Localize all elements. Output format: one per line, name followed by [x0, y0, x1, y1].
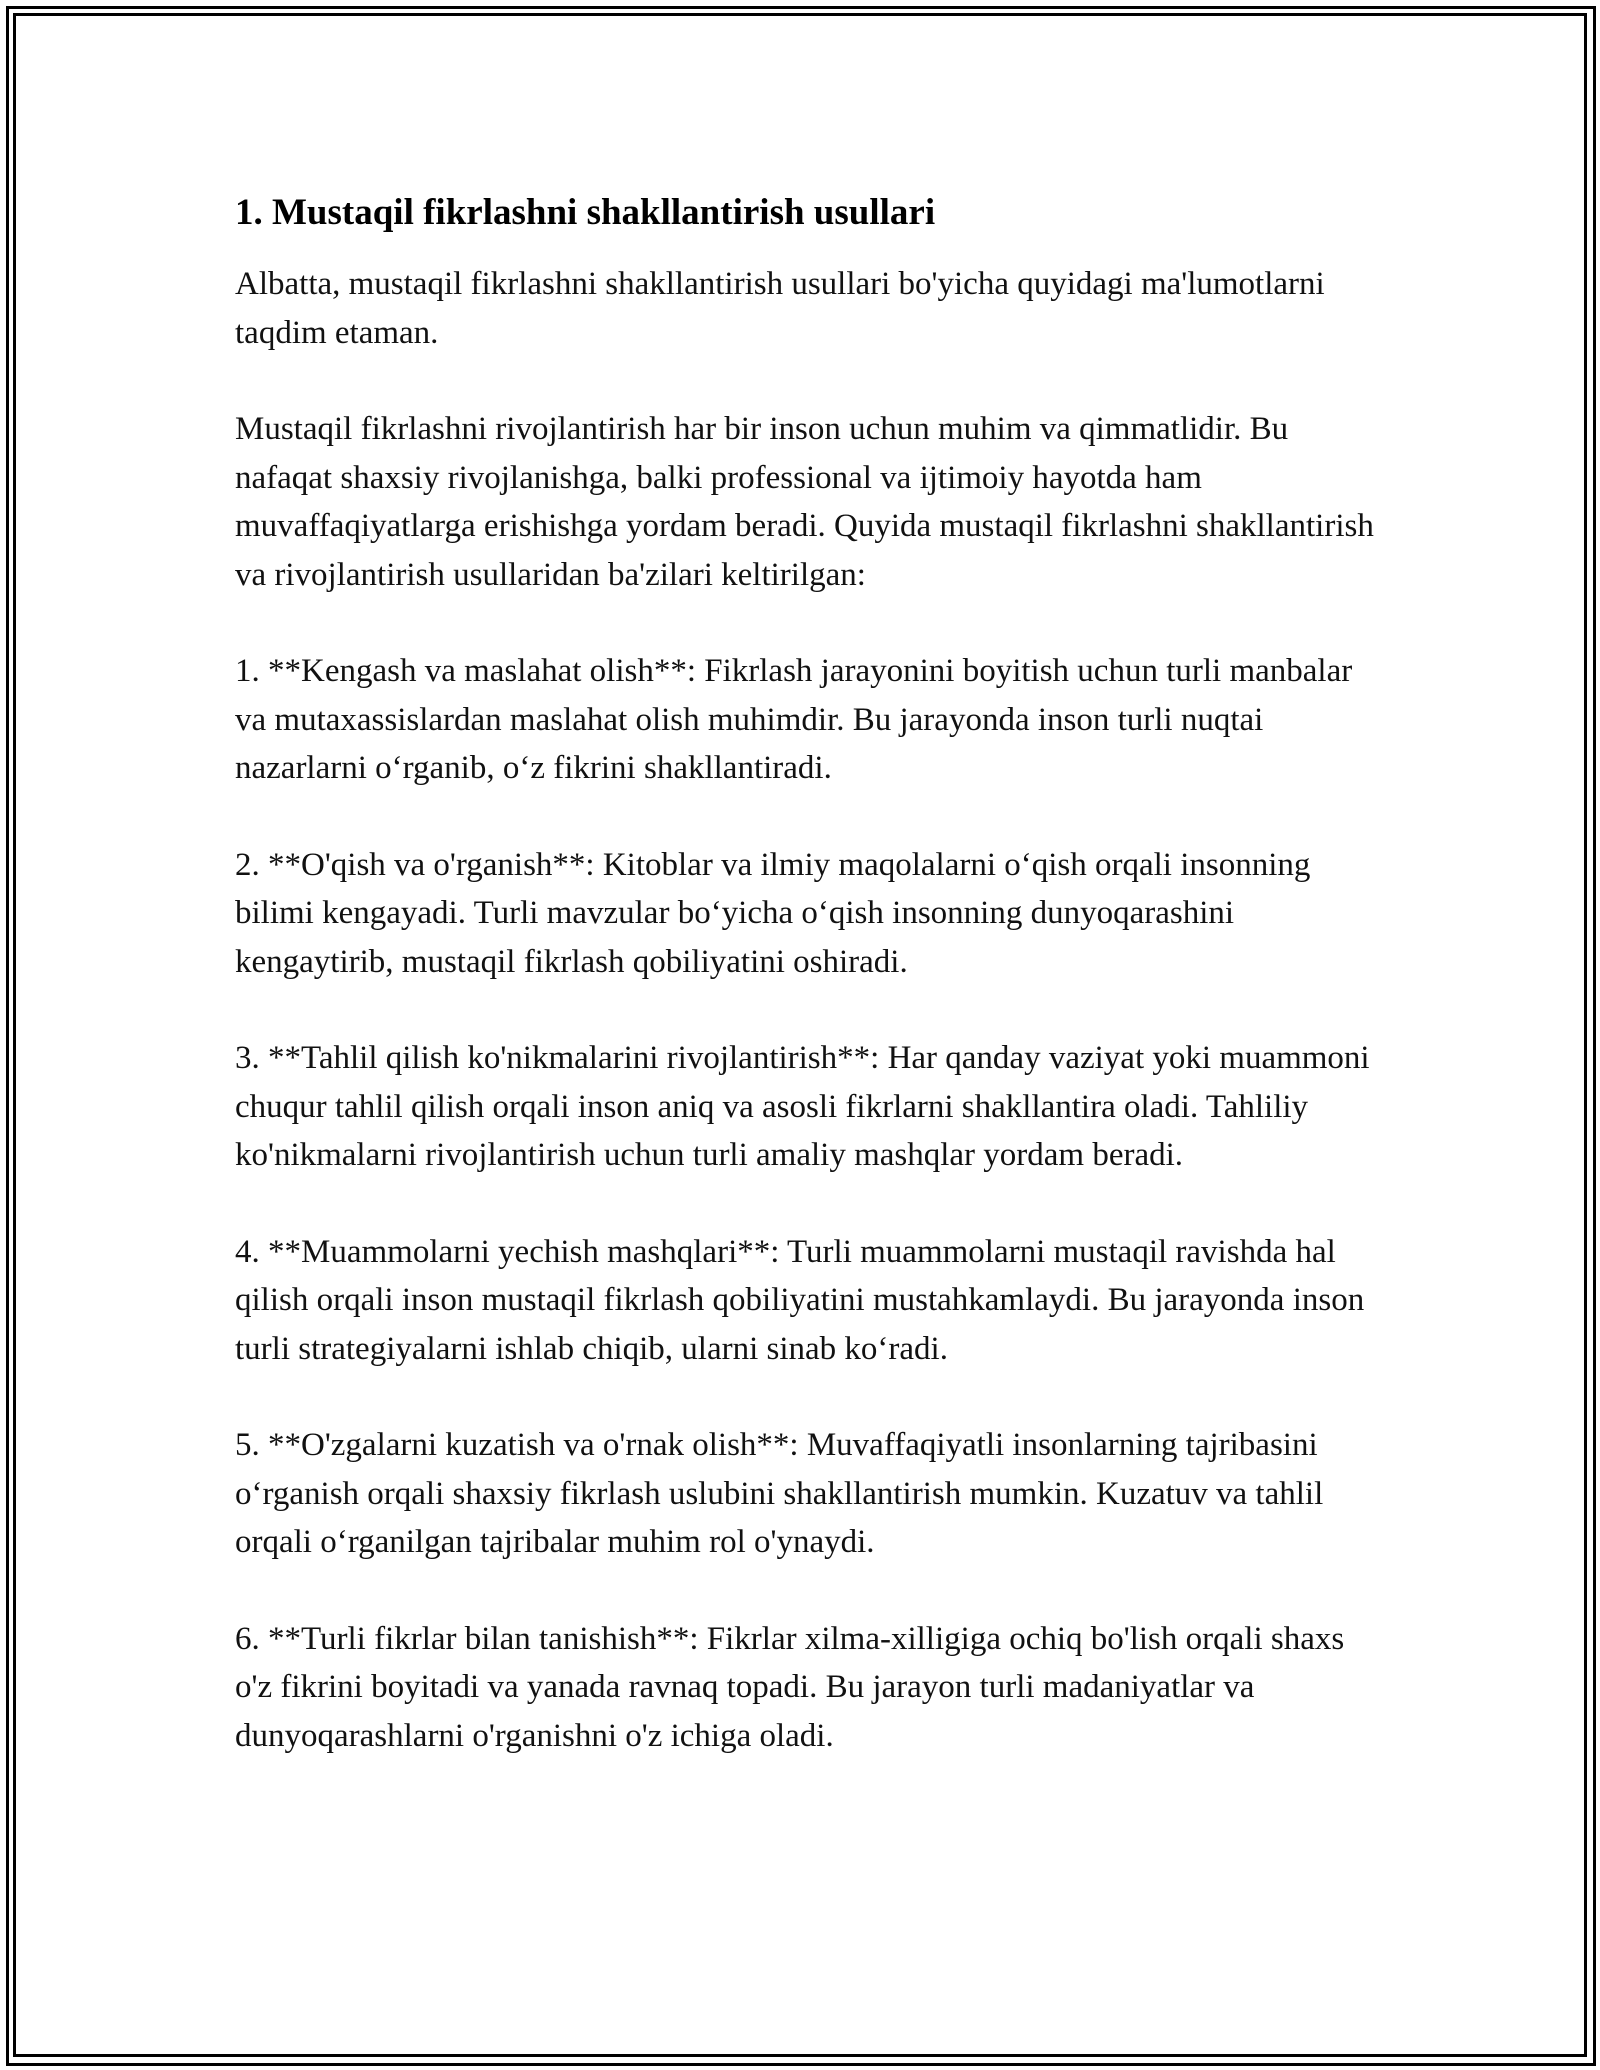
method-item-5: 5. **O'zgalarni kuzatish va o'rnak olish**: Muvaffaqiyatli insonlarning tajribasini o‘rganish orqali shaxsiy fikrlash uslubini shakllantirish mumkin. Kuzatuv va tahlil orqali o‘rganilgan tajribalar muhim rol o'ynaydi. [235, 1427, 1324, 1560]
overview-paragraph: Mustaqil fikrlashni rivojlantirish har bir inson uchun muhim va qimmatlidir. Bu nafaqat shaxsiy rivojlanishga, balki professional va ijtimoiy hayotda ham muvaffaqiyatlarga erishishga yordam beradi. Quyida mustaqil fikrlashni shakllantirish va rivojlantirish usullaridan ba'zilari keltirilgan: [235, 411, 1374, 593]
document-title: 1. Mustaqil fikrlashni shakllantirish usullari [235, 192, 936, 233]
method-item-2: 2. **O'qish va o'rganish**: Kitoblar va ilmiy maqolalarni o‘qish orqali insonning bilimi kengayadi. Turli mavzular bo‘yicha o‘qish insonning dunyoqarashini kengaytirib, mustaqil fikrlash qobiliyatini oshiradi. [235, 846, 1311, 980]
method-item-6: 6. **Turli fikrlar bilan tanishish**: Fikrlar xilma-xilligiga ochiq bo'lish orqali shaxs o'z fikrini boyitadi va yanada ravnaq topadi. Bu jarayon turli madaniyatlar va dunyoqarashlarni o'rganishni o'z ichiga oladi. [235, 1620, 1345, 1754]
intro-paragraph: Albatta, mustaqil fikrlashni shakllantirish usullari bo'yicha quyidagi ma'lumotlarni taqdim etaman. [235, 266, 1325, 351]
method-item-3: 3. **Tahlil qilish ko'nikmalarini rivojlantirish**: Har qanday vaziyat yoki muammoni chuqur tahlil qilish orqali inson aniq va asosli fikrlarni shakllantira oladi. Tahliliy ko'nikmalarni rivojlantirish uchun turli amaliy mashqlar yordam beradi. [235, 1040, 1370, 1173]
method-item-1: 1. **Kengash va maslahat olish**: Fikrlash jarayonini boyitish uchun turli manbalar va mutaxassislardan maslahat olish muhimdir. Bu jarayonda inson turli nuqtai nazarlarni o‘rganib, o‘z fikrini shakllantiradi. [235, 653, 1353, 786]
method-item-4: 4. **Muammolarni yechish mashqlari**: Turli muammolarni mustaqil ravishda hal qilish orqali inson mustaqil fikrlash qobiliyatini mustahkamlaydi. Bu jarayonda inson turli strategiyalarni ishlab chiqib, ularni sinab ko‘radi. [235, 1233, 1365, 1367]
document-body [235, 188, 1375, 1808]
